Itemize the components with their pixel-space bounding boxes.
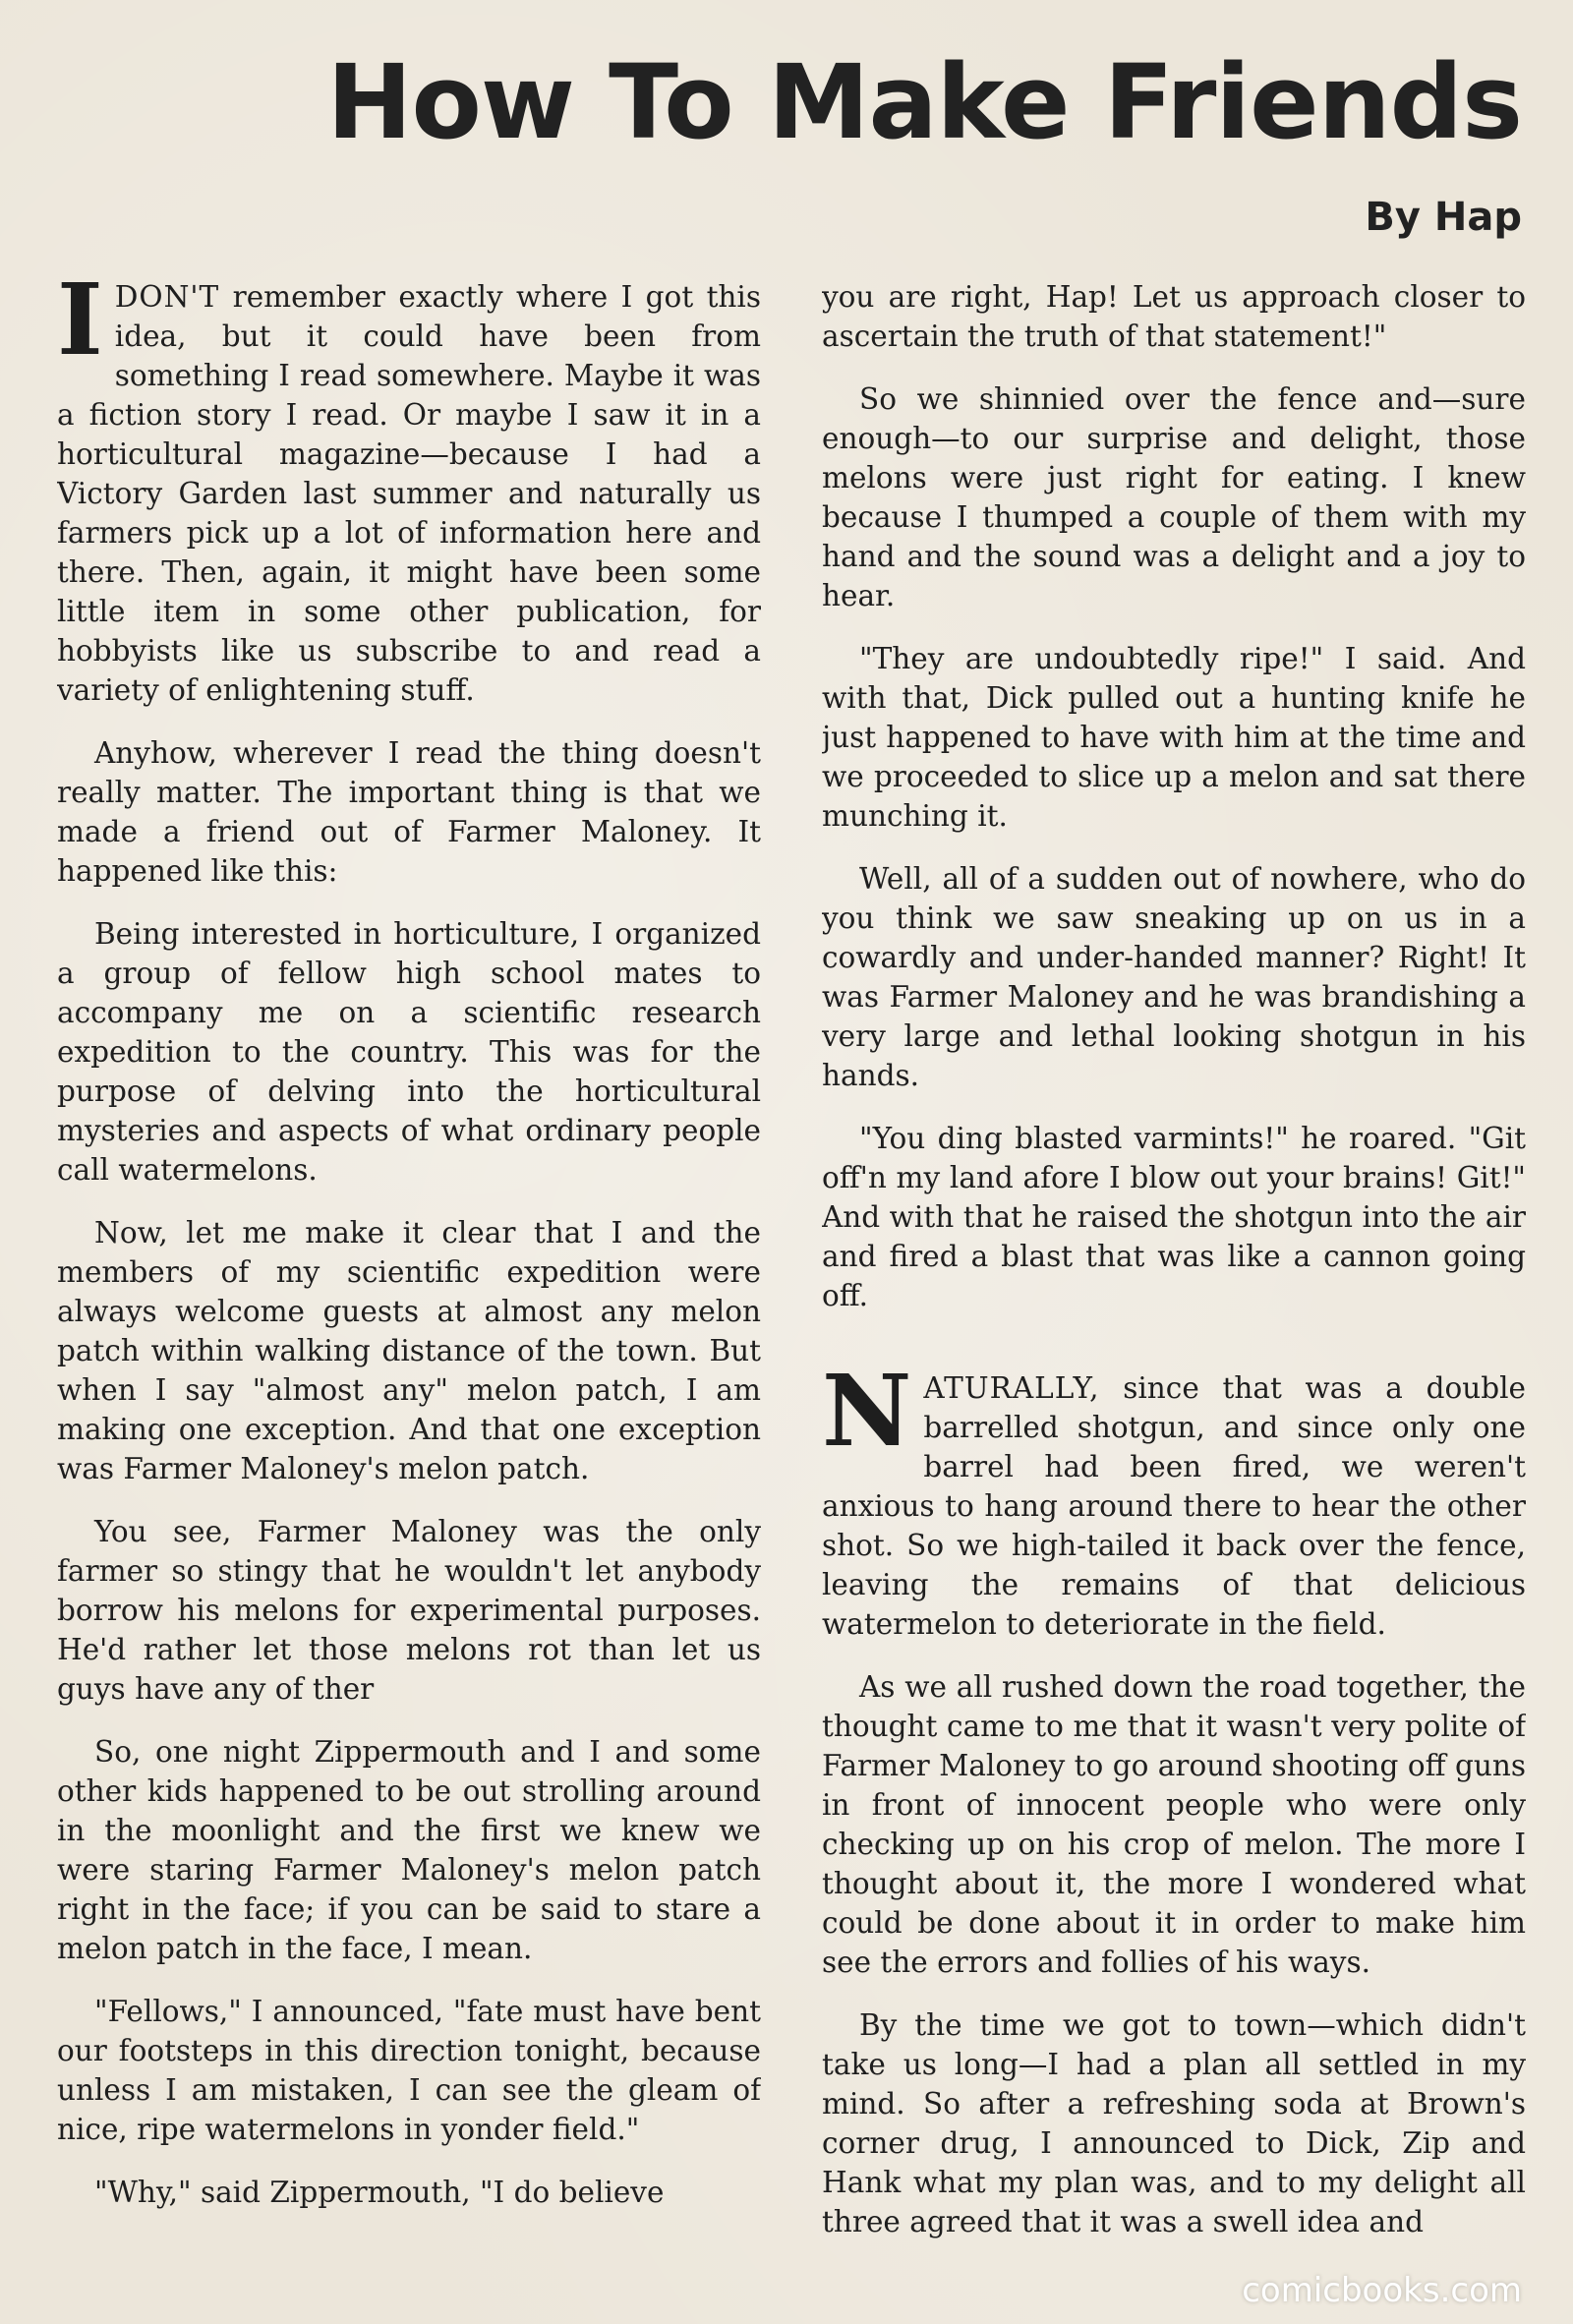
right-column xyxy=(822,277,1526,2283)
paragraph: "They are undoubtedly ripe!" I said. And with that, Dick pulled out a hunting knife he just happened to have with him at the time and we proceeded to slice up a melon and sat there munching it. xyxy=(822,642,1526,833)
paragraph: you are right, Hap! Let us approach closer to ascertain the truth of that statement!" xyxy=(822,280,1526,353)
paragraph: "You ding blasted varmints!" he roared. "Git off'n my land afore I blow out your brains! Git!" And with that he raised the shotgun into the air and fired a blast that was like a cannon going off. xyxy=(822,1122,1526,1312)
paragraph: Anyhow, wherever I read the thing doesn't really matter. The important thing is that we made a friend out of Farmer Maloney. It happened like this: xyxy=(57,736,761,888)
paragraph: You see, Farmer Maloney was the only farmer so stingy that he wouldn't let anybody borrow his melons for experimental purposes. He'd rather let those melons rot than let us guys have any of ther xyxy=(57,1515,761,1706)
left-column xyxy=(57,277,761,2283)
paragraph: "Why," said Zippermouth, "I do believe xyxy=(94,2176,665,2209)
paragraph: So, one night Zippermouth and I and some other kids happened to be out strolling around in the moonlight and the first we knew we were staring Farmer Maloney's melon patch right in the face; if you can be said to stare a melon patch in the face, I mean. xyxy=(57,1735,761,1965)
paragraph: So we shinnied over the fence and—sure enough—to our surprise and delight, those melons were just right for eating. I knew because I thumped a couple of them with my hand and the sound was a delight and a joy to hear. xyxy=(822,382,1526,612)
drop-cap: I xyxy=(57,277,103,378)
paragraph-text: since that was a double barrelled shotgun, and since only one barrel had been fired, we weren't anxious to hang around there to hear the other shot. So we high-tailed it back over the fence, leaving the remains of that delicious watermelon to deteriorate in the field. xyxy=(822,1371,1526,1641)
paragraph-text: remember exactly where I got this idea, but it could have been from something I read somewhere. Maybe it was a fiction story I read. Or maybe I saw it in a horticultural magazine—because I had a Victory Garden last summer and naturally us farmers pick up a lot of information here and there. Then, again, it might have been some little item in some other publication, for hobbyists like us subscribe to and read a variety of enlightening stuff. xyxy=(57,280,761,707)
lead-word: ATURALLY, xyxy=(923,1371,1100,1405)
paragraph: Now, let me make it clear that I and the members of my scientific expedition were always welcome guests at almost any melon patch within walking distance of the town. But when I say "almost any" melon patch, I am making one exception. And that one exception was Farmer Maloney's melon patch. xyxy=(57,1216,761,1485)
paragraph xyxy=(822,1353,1526,1644)
article-byline: By Hap xyxy=(1365,195,1522,240)
article-title: How To Make Friends xyxy=(326,42,1522,162)
paragraph: Well, all of a sudden out of nowhere, who do you think we saw sneaking up on us in a cowardly and under-handed manner? Right! It was Farmer Maloney and he was brandishing a very large and lethal looking shotgun in his hands. xyxy=(822,862,1526,1092)
site-watermark: comicbooks.com xyxy=(1242,2271,1522,2310)
drop-cap: N xyxy=(822,1353,912,1469)
lead-word: DON'T xyxy=(114,280,220,314)
paragraph: "Fellows," I announced, "fate must have bent our footsteps in this direction tonight, because unless I am mistaken, I can see the gleam of nice, ripe watermelons in yonder field." xyxy=(57,1995,761,2146)
paragraph: By the time we got to town—which didn't take us long—I had a plan all settled in my mind. So after a refreshing soda at Brown's corner drug, I announced to Dick, Zip and Hank what my plan was, and to my delight all three agreed that it was a swell idea and xyxy=(822,2008,1526,2238)
paragraph: Being interested in horticulture, I organized a group of fellow high school mates to accompany me on a scientific research expedition to the country. This was for the purpose of delving into the horticultural mysteries and aspects of what ordinary people call watermelons. xyxy=(57,917,761,1187)
paragraph: As we all rushed down the road together, the thought came to me that it wasn't very polite of Farmer Maloney to go around shooting off guns in front of innocent people who were only checking up on his crop of melon. The more I thought about it, the more I wondered what could be done about it in order to make him see the errors and follies of his ways. xyxy=(822,1670,1526,1979)
paragraph xyxy=(57,277,761,710)
section-break xyxy=(822,1339,1526,1368)
